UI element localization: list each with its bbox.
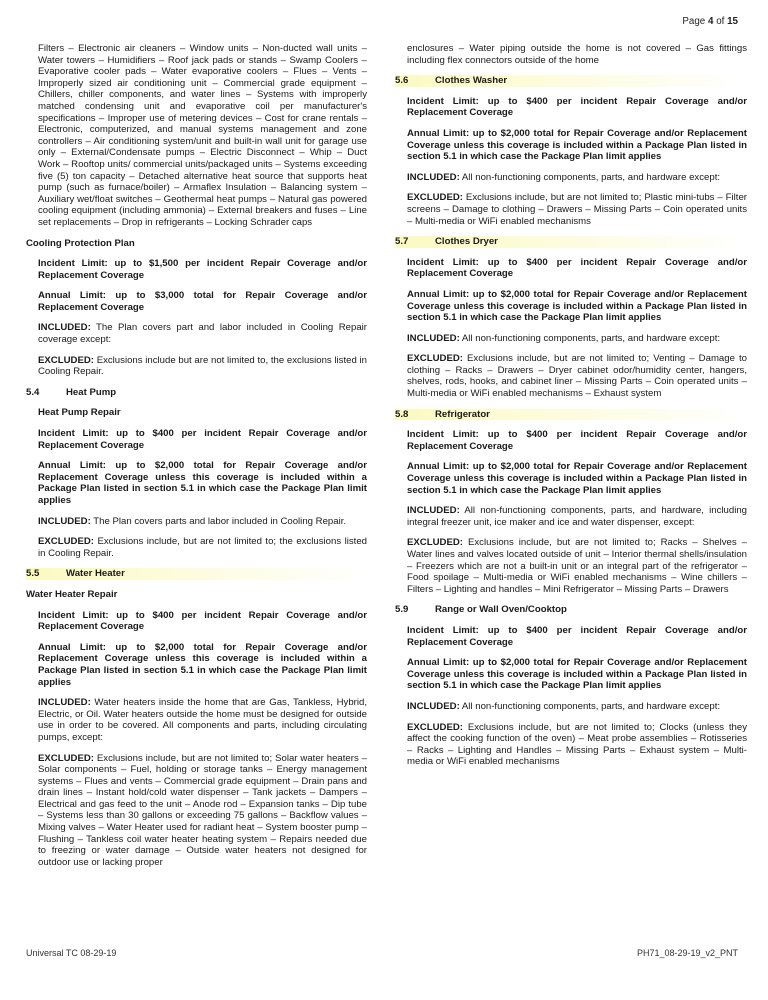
washer-included: INCLUDED: All non-functioning components, parts, and hardware except:	[407, 171, 721, 183]
washer-excluded: EXCLUDED: Exclusions include, but are not limited to; Plastic mini-tubs – Filter screens – Damage to clothing – Drawers – Missing Parts – Coin operated units – Multi-media or WiFi enabled mechanisms	[407, 192, 747, 227]
left-column	[26, 43, 367, 877]
refrigerator-included: INCLUDED: All non-functioning components, parts, and hardware, including integral freezer unit, ice maker and ice and water dispenser, except:	[407, 505, 747, 528]
refrigerator-excluded: EXCLUDED: Exclusions include, but are not limited to; Racks – Shelves – Water lines and valves located outside of unit – Interior thermal shells/insulation – Freezers which are not a built-in unit or an integral part of the refrigerator – Food spoilage – Multi-media or WiFi enabled mechanisms – Wine chillers – Filters – Lighting and handles – Mini Refrigerator – Missing Parts – Drawers	[407, 537, 747, 595]
section-5-9-heading: 5.9 Range or Wall Oven/Cooktop	[395, 604, 567, 616]
page-of: of	[716, 16, 725, 27]
dryer-included: INCLUDED: All non-functioning components, parts, and hardware except:	[407, 332, 721, 344]
page-current: 4	[708, 16, 714, 27]
washer-annual-limit: Annual Limit: up to $2,000 total for Repair Coverage and/or Replacement Coverage unless this coverage is included within a Package Plan listed in section 5.1 in which case the Package Plan limit applies	[407, 127, 747, 163]
refrigerator-incident-limit: Incident Limit: up to $400 per incident Repair Coverage and/or Replacement Coverage	[407, 429, 747, 452]
cooling-exclusions-continued: Filters – Electronic air cleaners – Window units – Non-ducted wall units – Water towers – Humidifiers – Roof jack pads or stands – Swamp Coolers – Evaporative cooler pads – Water evaporative coolers – Flues – Vents – Improperly sized air conditioning unit – Commercial grade equipment – Chillers, chiller components, and water lines – Systems with improperly matched condensing unit and evaporative coil per manufacturer's specifications – Improper use of metering devices – Cost for crane rentals – Electronic, computerized, and manual systems management and zone controllers – Air conditioning system/unit and built-in wall unit for garage use only – External/Condensate pumps – Electric Disconnect – Whip – Duct Work – Rooftop units/ commercial units/packaged units – Systems exceeding five (5) ton capacity – Detached alternative heat source that supports heat pump (such as furnace/boiler) – Armaflex Insulation – Balancing system – Auxiliary wet/float switches – Geothermal heat pumps – Natural gas powered cooling equipment (including ammonia) – External breakers and fuses – Line set replacements – Drop in refrigerants – Locking Schrader caps	[38, 43, 367, 228]
cooling-plan-title: Cooling Protection Plan	[26, 237, 135, 249]
right-column	[395, 43, 747, 777]
cooling-excluded: EXCLUDED: Exclusions include but are not limited to, the exclusions listed in Cooling Repair.	[38, 354, 367, 378]
washer-incident-limit: Incident Limit: up to $400 per incident Repair Coverage and/or Replacement Coverage	[407, 95, 747, 119]
dryer-annual-limit: Annual Limit: up to $2,000 total for Repair Coverage and/or Replacement Coverage unless this coverage is included within a Package Plan listed in section 5.1 in which case the Package Plan limit applies	[407, 288, 747, 324]
dryer-incident-limit: Incident Limit: up to $400 per incident Repair Coverage and/or Replacement Coverage	[407, 256, 747, 280]
section-5-5-heading: 5.5 Water Heater	[26, 568, 367, 580]
oven-incident-limit: Incident Limit: up to $400 per incident Repair Coverage and/or Replacement Coverage	[407, 624, 747, 648]
water-heater-included: INCLUDED: Water heaters inside the home that are Gas, Tankless, Hybrid, Electric, or Oil. Water heaters outside the home must be designed for outside use in order to be covered. All components and parts, including circulating pumps, except:	[38, 697, 367, 743]
section-5-7-heading: 5.7 Clothes Dryer	[395, 236, 747, 248]
page-number	[682, 16, 738, 28]
heat-pump-excluded: EXCLUDED: Exclusions include, but are not limited to; the exclusions listed in Cooling Repair.	[38, 536, 367, 559]
cooling-included: INCLUDED: The Plan covers part and labor included in Cooling Repair coverage except:	[38, 322, 367, 346]
cooling-incident-limit: Incident Limit: up to $1,500 per incident Repair Coverage and/or Replacement Coverage	[38, 258, 367, 281]
heat-pump-incident-limit: Incident Limit: up to $400 per incident Repair Coverage and/or Replacement Coverage	[38, 428, 367, 451]
page-total: 15	[727, 16, 738, 27]
page-prefix: Page	[682, 16, 706, 27]
oven-excluded: EXCLUDED: Exclusions include, but are not limited to; Clocks (unless they affect the cooking function of the oven) – Meat probe assemblies – Rotisseries – Racks – Lighting and Handles – Missing Parts – Exhaust system – Multi-media or WiFi enabled mechanisms	[407, 721, 748, 768]
footer-right: PH71_08-29-19_v2_PNT	[636, 948, 738, 958]
water-heater-incident-limit: Incident Limit: up to $400 per incident Repair Coverage and/or Replacement Coverage	[38, 609, 367, 633]
heat-pump-repair-title: Heat Pump Repair	[38, 407, 121, 419]
oven-included: INCLUDED: All non-functioning components, parts, and hardware except:	[407, 700, 721, 712]
section-5-4-heading: 5.4 Heat Pump	[26, 386, 117, 398]
water-heater-exclusions-continued: enclosures – Water piping outside the home is not covered – Gas fittings including flex connectors outside of the home	[407, 43, 747, 66]
water-heater-annual-limit: Annual Limit: up to $2,000 total for Repair Coverage and/or Replacement Coverage unless this coverage is included within a Package Plan listed in section 5.1 in which case the Package Plan limit applies	[38, 641, 367, 688]
oven-annual-limit: Annual Limit: up to $2,000 total for Repair Coverage and/or Replacement Coverage unless this coverage is included within a Package Plan listed in section 5.1 in which case the Package Plan limit applies	[407, 657, 747, 692]
section-5-6-heading: 5.6 Clothes Washer	[395, 75, 747, 87]
dryer-excluded: EXCLUDED: Exclusions include, but are not limited to; Venting – Damage to clothing – Racks – Drawers – Dryer cabinet odor/humidity center, hangers, shelves, rods, hooks, and cabinet liner – Missing Parts – Coin operated units – Multi-media or WiFi enabled mechanisms – Exhaust system	[407, 353, 747, 400]
cooling-annual-limit: Annual Limit: up to $3,000 total for Repair Coverage and/or Replacement Coverage	[38, 290, 367, 313]
refrigerator-annual-limit: Annual Limit: up to $2,000 total for Repair Coverage and/or Replacement Coverage unless this coverage is included within a Package Plan listed in section 5.1 in which case the Package Plan limit applies	[407, 461, 747, 496]
water-heater-repair-title: Water Heater Repair	[26, 588, 118, 600]
heat-pump-annual-limit: Annual Limit: up to $2,000 total for Repair Coverage and/or Replacement Coverage unless this coverage is included within a Package Plan listed in section 5.1 in which case the Package Plan limit applies	[38, 460, 367, 506]
heat-pump-included: INCLUDED: The Plan covers parts and labor included in Cooling Repair.	[38, 515, 347, 527]
water-heater-excluded: EXCLUDED: Exclusions include, but are not limited to; Solar water heaters – Solar components – Fuel, holding or storage tanks – Energy management systems – Flues and vents – Commercial grade equipment – Drain pans and drain lines – Instant hold/cold water dispenser – Tank jackets – Dampers – Electrical and gas feed to the unit – Anode rod – Expansion tanks – Dip tube – Systems less than 30 gallons or exceeding 75 gallons – Backflow values – Mixing valves – Water Heater used for radiant heat – System booster pump – Flushing – Tankless coil water heater heating system – Repairs needed due to freezing or water damage – Outside water heaters not designed for outdoor use or lacking proper	[38, 752, 368, 868]
footer-left: Universal TC 08-29-19	[26, 948, 117, 958]
section-5-8-heading: 5.8 Refrigerator	[395, 409, 747, 421]
